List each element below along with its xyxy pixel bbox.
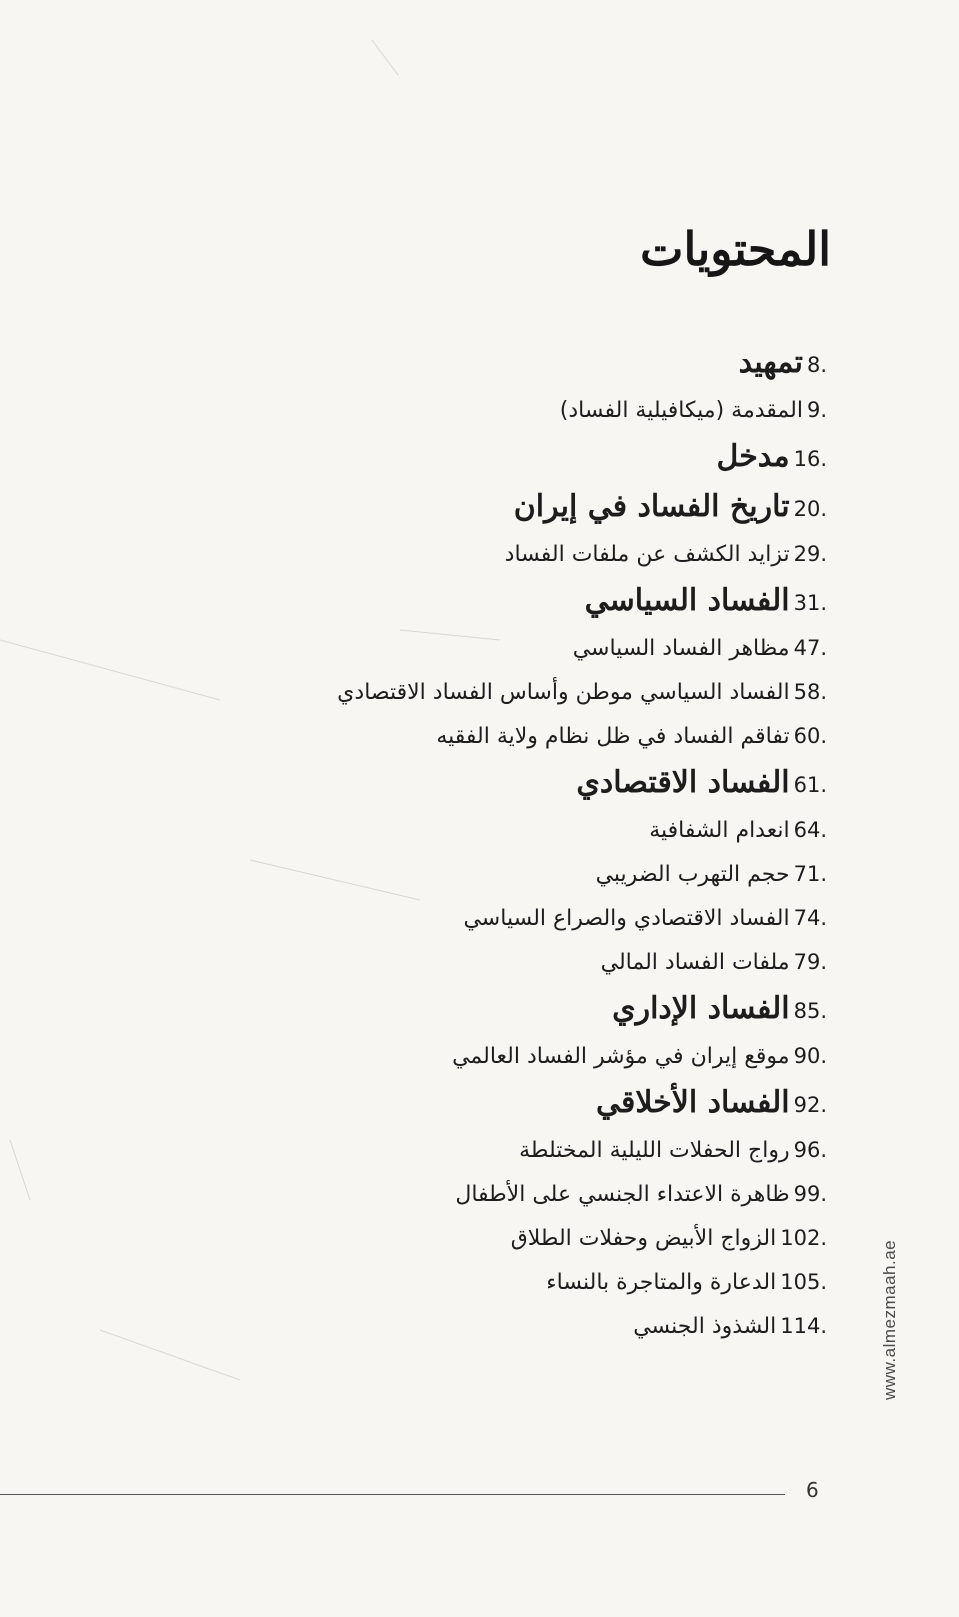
toc-page-number: 8. bbox=[806, 353, 827, 377]
toc-section-entry bbox=[227, 1128, 827, 1172]
toc-section-entry bbox=[227, 852, 827, 896]
toc-page-number: 114. bbox=[780, 1314, 827, 1338]
footer-rule bbox=[0, 1494, 785, 1495]
toc-entry-label: تزايد الكشف عن ملفات الفساد bbox=[504, 542, 790, 567]
toc-page-number: 29. bbox=[793, 542, 827, 566]
toc-entry-label: الشذوذ الجنسي bbox=[633, 1314, 777, 1339]
toc-entry-label: الفساد الأخلاقي bbox=[596, 1085, 790, 1120]
toc-chapter-entry bbox=[227, 984, 827, 1034]
toc-chapter-entry bbox=[227, 758, 827, 808]
toc-entry-label: تفاقم الفساد في ظل نظام ولاية الفقيه bbox=[436, 724, 790, 749]
toc-page-number: 92. bbox=[793, 1093, 827, 1117]
toc-entry-label: الزواج الأبيض وحفلات الطلاق bbox=[510, 1226, 777, 1251]
toc-section-entry bbox=[227, 1260, 827, 1304]
toc-chapter-entry bbox=[227, 432, 827, 482]
toc-page-number: 102. bbox=[780, 1226, 827, 1250]
toc-chapter-entry bbox=[227, 576, 827, 626]
website-watermark: www.almezmaah.ae bbox=[880, 1239, 899, 1400]
toc-page-number: 61. bbox=[793, 773, 827, 797]
toc-section-entry bbox=[227, 940, 827, 984]
toc-entry-label: الدعارة والمتاجرة بالنساء bbox=[546, 1270, 777, 1295]
toc-page-number: 47. bbox=[793, 636, 827, 660]
toc-entry-label: موقع إيران في مؤشر الفساد العالمي bbox=[452, 1044, 790, 1069]
toc-page-number: 58. bbox=[793, 680, 827, 704]
toc-entry-label: حجم التهرب الضريبي bbox=[595, 862, 790, 887]
toc-page-number: 60. bbox=[793, 724, 827, 748]
toc-section-entry bbox=[227, 1304, 827, 1348]
toc-section-entry bbox=[227, 1172, 827, 1216]
toc-entry-label: الفساد الاقتصادي bbox=[576, 765, 790, 800]
toc-section-entry bbox=[227, 1034, 827, 1078]
toc-page-number: 79. bbox=[793, 950, 827, 974]
toc-entry-label: الفساد السياسي موطن وأساس الفساد الاقتصادي bbox=[337, 680, 790, 705]
toc-entry-label: مدخل bbox=[716, 439, 790, 474]
toc-page-number: 71. bbox=[793, 862, 827, 886]
toc-page-number: 99. bbox=[793, 1182, 827, 1206]
toc-entry-label: المقدمة (ميكافيلية الفساد) bbox=[559, 398, 803, 423]
toc-entry-label: انعدام الشفافية bbox=[649, 818, 790, 843]
toc-entry-label: الفساد الاقتصادي والصراع السياسي bbox=[463, 906, 790, 931]
toc-page-number: 64. bbox=[793, 818, 827, 842]
toc-page-number: 9. bbox=[806, 398, 827, 422]
toc-entry-label: الفساد السياسي bbox=[584, 583, 790, 618]
toc-section-entry bbox=[227, 808, 827, 852]
page-title: المحتويات bbox=[640, 222, 831, 276]
toc-entry-label: تمهيد bbox=[738, 345, 803, 380]
toc-chapter-entry bbox=[227, 482, 827, 532]
toc-page-number: 20. bbox=[793, 497, 827, 521]
toc-section-entry bbox=[227, 1216, 827, 1260]
toc-page-number: 74. bbox=[793, 906, 827, 930]
toc-section-entry bbox=[227, 896, 827, 940]
page-number: 6 bbox=[806, 1478, 819, 1502]
toc-section-entry bbox=[227, 670, 827, 714]
toc-entry-label: ملفات الفساد المالي bbox=[600, 950, 790, 975]
toc-entry-label: تاريخ الفساد في إيران bbox=[513, 489, 790, 524]
toc-chapter-entry bbox=[227, 1078, 827, 1128]
table-of-contents bbox=[227, 338, 827, 1348]
toc-chapter-entry bbox=[227, 338, 827, 388]
toc-page-number: 96. bbox=[793, 1138, 827, 1162]
toc-section-entry bbox=[227, 626, 827, 670]
toc-section-entry bbox=[227, 532, 827, 576]
toc-entry-label: مظاهر الفساد السياسي bbox=[572, 636, 790, 661]
toc-entry-label: رواج الحفلات الليلية المختلطة bbox=[519, 1138, 790, 1163]
toc-entry-label: الفساد الإداري bbox=[612, 991, 790, 1026]
toc-section-entry bbox=[227, 714, 827, 758]
toc-page-number: 90. bbox=[793, 1044, 827, 1068]
toc-page-number: 105. bbox=[780, 1270, 827, 1294]
toc-entry-label: ظاهرة الاعتداء الجنسي على الأطفال bbox=[455, 1182, 790, 1207]
toc-page-number: 31. bbox=[793, 591, 827, 615]
toc-section-entry bbox=[227, 388, 827, 432]
toc-page-number: 16. bbox=[793, 447, 827, 471]
toc-page-number: 85. bbox=[793, 999, 827, 1023]
